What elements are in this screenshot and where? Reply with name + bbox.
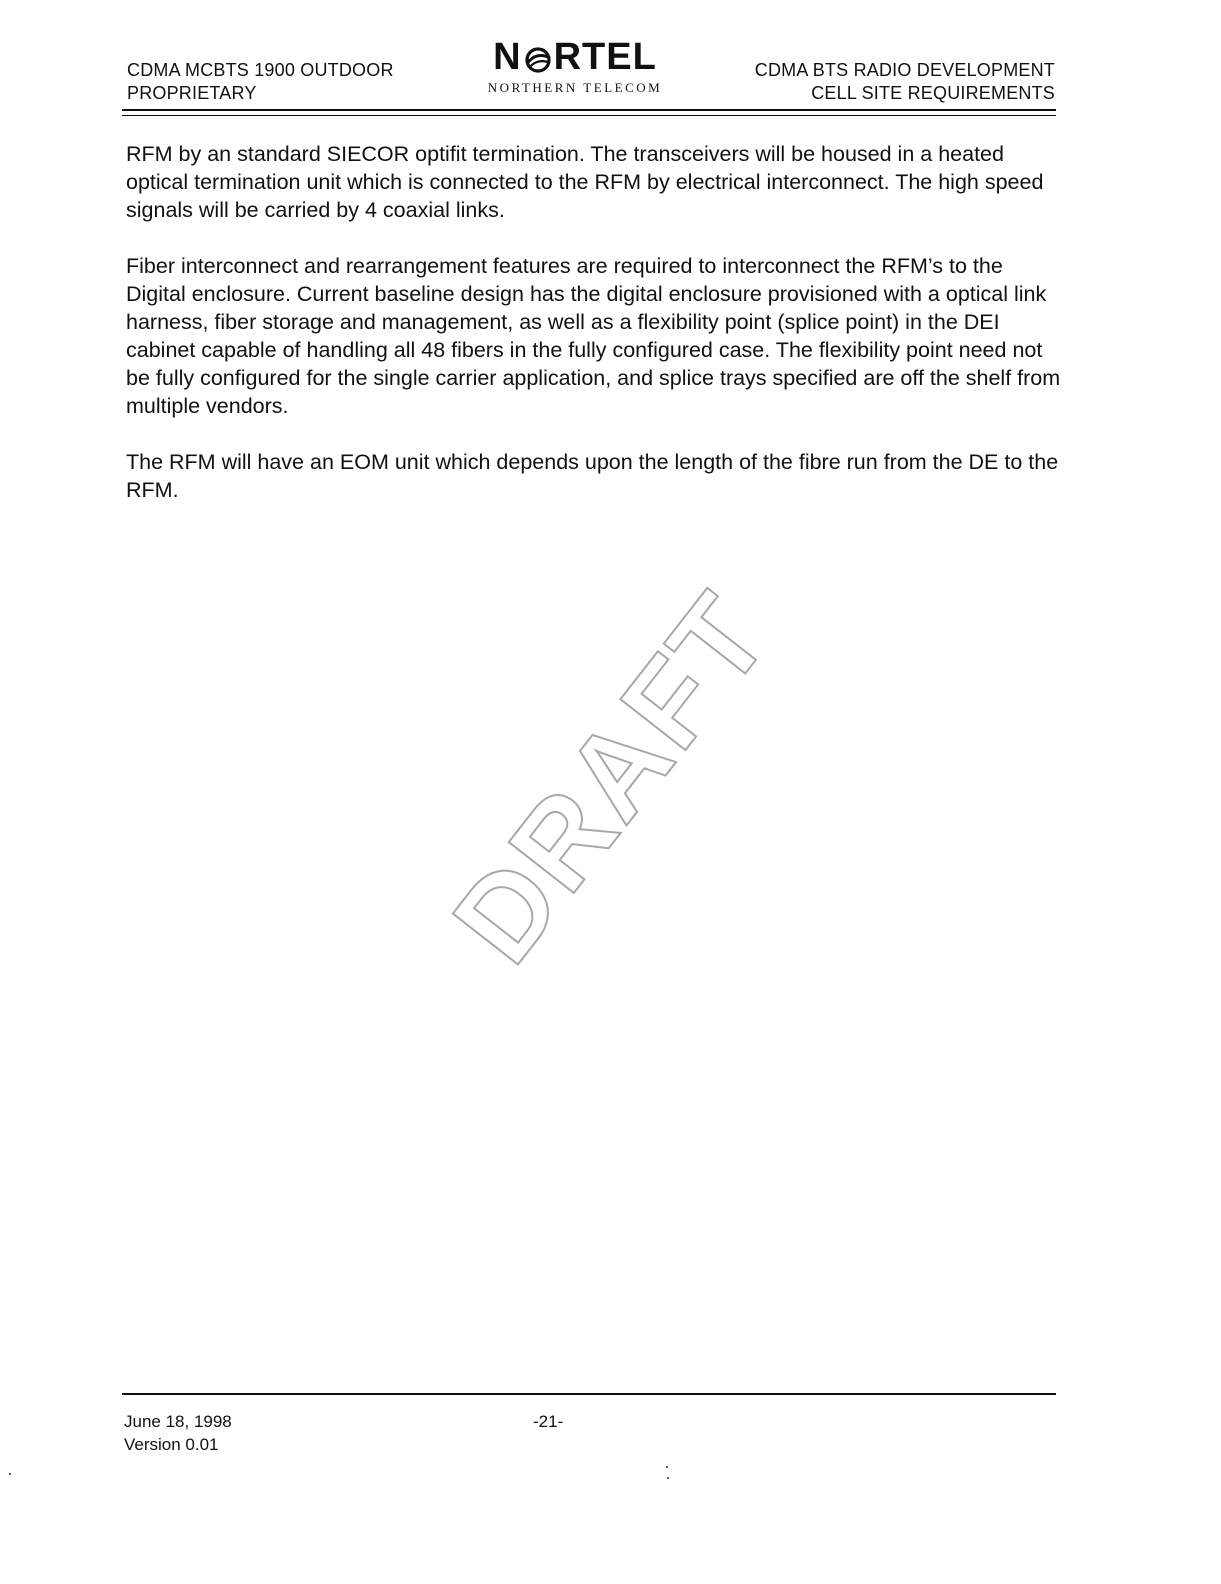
header-right	[755, 59, 1055, 105]
header-department: CDMA BTS RADIO DEVELOPMENT	[754, 60, 1055, 80]
globe-icon	[523, 42, 553, 72]
body-text	[126, 140, 1066, 532]
footer-version: Version 0.01	[124, 1435, 219, 1454]
draft-watermark: DRAFT	[427, 568, 797, 987]
paragraph: The RFM will have an EOM unit which depends upon the length of the fibre run from the DE to the RFM.	[126, 450, 1059, 502]
header-classification: PROPRIETARY	[127, 83, 257, 103]
footer-date: June 18, 1998	[124, 1412, 232, 1431]
logo-letter-n: N	[493, 36, 522, 78]
paragraph: RFM by an standard SIECOR optifit termination. The transceivers will be housed in a heated optical termination unit which is connected to the RFM by electrical interconnect. The high speed signals will be carried by 4 coaxial links.	[126, 142, 1044, 222]
header-left	[127, 59, 394, 105]
nortel-logo	[480, 36, 670, 96]
scan-speck	[9, 1473, 11, 1475]
scan-speck	[666, 1466, 668, 1468]
logo-subtitle: NORTHERN TELECOM	[487, 80, 663, 95]
logo-letters-rtel: RTEL	[553, 36, 657, 78]
header-rule-thick	[122, 109, 1056, 111]
header-section: CELL SITE REQUIREMENTS	[811, 83, 1055, 103]
footer-left	[124, 1410, 232, 1456]
header-document-title: CDMA MCBTS 1900 OUTDOOR	[127, 60, 394, 80]
scan-speck	[667, 1477, 669, 1479]
footer-rule	[122, 1393, 1056, 1395]
footer-page-number: -21-	[533, 1412, 564, 1431]
paragraph: Fiber interconnect and rearrangement features are required to interconnect the RFM’s to the Digital enclosure. Current baseline design has the digital enclosure provisioned with a optical link harness, fiber storage and management, as well as a flexibility point (splice point) in the DEI cabinet capable of handling all 48 fibers in the fully configured case. The flexibility point need not be fully configured for the single carrier application, and splice trays specified are off the shelf from multiple vendors.	[126, 254, 1061, 418]
logo-wordmark	[480, 36, 670, 78]
header-rule-thin	[122, 115, 1056, 116]
